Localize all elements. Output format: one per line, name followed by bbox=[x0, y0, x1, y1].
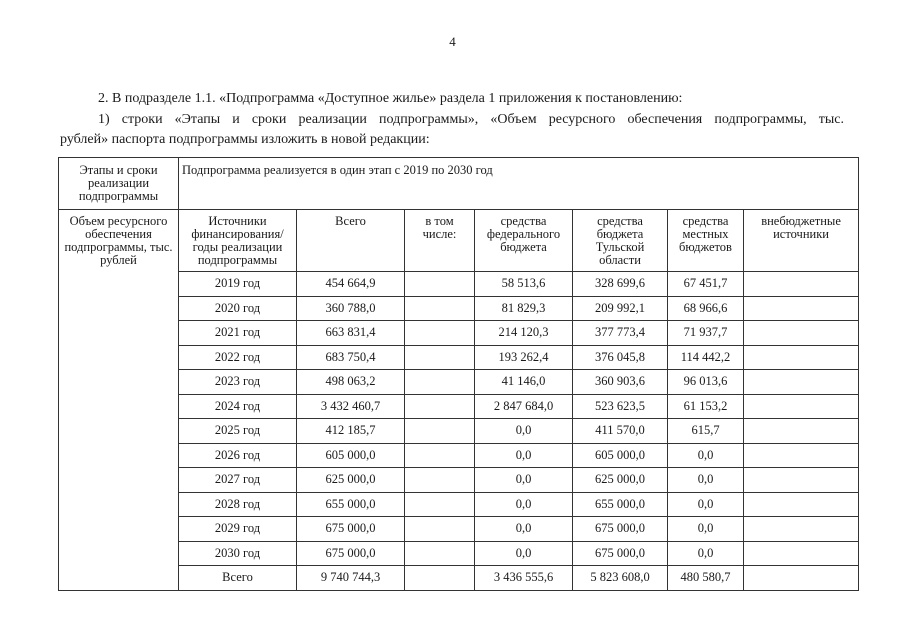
year-cell: 2023 год bbox=[179, 370, 297, 395]
header-sources: Источники финансирования/ годы реализации подпрограммы bbox=[179, 210, 297, 272]
total-cell: 625 000,0 bbox=[297, 468, 405, 493]
regional-cell: 675 000,0 bbox=[573, 541, 668, 566]
federal-cell: 0,0 bbox=[475, 419, 573, 444]
offbudget-cell bbox=[744, 296, 859, 321]
offbudget-total-cell bbox=[744, 566, 859, 591]
offbudget-cell bbox=[744, 419, 859, 444]
year-cell: 2022 год bbox=[179, 345, 297, 370]
year-cell: 2019 год bbox=[179, 272, 297, 297]
table-row bbox=[59, 419, 859, 444]
federal-cell: 0,0 bbox=[475, 541, 573, 566]
regional-cell: 209 992,1 bbox=[573, 296, 668, 321]
offbudget-cell bbox=[744, 468, 859, 493]
local-cell: 0,0 bbox=[668, 468, 744, 493]
total-cell: 675 000,0 bbox=[297, 517, 405, 542]
total-cell: 412 185,7 bbox=[297, 419, 405, 444]
year-cell: 2026 год bbox=[179, 443, 297, 468]
header-including: в том числе: bbox=[405, 210, 475, 272]
total-cell: 675 000,0 bbox=[297, 541, 405, 566]
regional-cell: 360 903,6 bbox=[573, 370, 668, 395]
table-row bbox=[59, 370, 859, 395]
year-cell: 2030 год bbox=[179, 541, 297, 566]
federal-cell: 58 513,6 bbox=[475, 272, 573, 297]
including-cell bbox=[405, 517, 475, 542]
table-row bbox=[59, 468, 859, 493]
header-regional: средства бюджета Тульской области bbox=[573, 210, 668, 272]
federal-cell: 0,0 bbox=[475, 517, 573, 542]
total-label-cell: Всего bbox=[179, 566, 297, 591]
including-cell bbox=[405, 468, 475, 493]
table-row bbox=[59, 321, 859, 346]
federal-cell: 0,0 bbox=[475, 468, 573, 493]
year-cell: 2024 год bbox=[179, 394, 297, 419]
paragraph-item-1-continued: рублей» паспорта подпрограммы изложить в новой редакции: bbox=[60, 132, 430, 147]
local-cell: 61 153,2 bbox=[668, 394, 744, 419]
total-cell: 454 664,9 bbox=[297, 272, 405, 297]
offbudget-cell bbox=[744, 443, 859, 468]
total-cell: 498 063,2 bbox=[297, 370, 405, 395]
including-cell bbox=[405, 394, 475, 419]
table-row bbox=[59, 345, 859, 370]
including-cell bbox=[405, 566, 475, 591]
year-cell: 2028 год bbox=[179, 492, 297, 517]
paragraph-item-1: 1) строки «Этапы и сроки реализации подпрограммы», «Объем ресурсного обеспечения подпрограммы, тыс. bbox=[98, 112, 844, 127]
local-cell: 67 451,7 bbox=[668, 272, 744, 297]
table-row bbox=[59, 272, 859, 297]
table-row bbox=[59, 492, 859, 517]
year-cell: 2020 год bbox=[179, 296, 297, 321]
offbudget-cell bbox=[744, 492, 859, 517]
federal-cell: 214 120,3 bbox=[475, 321, 573, 346]
local-cell: 71 937,7 bbox=[668, 321, 744, 346]
stages-text: Подпрограмма реализуется в один этап с 2019 по 2030 год bbox=[179, 158, 859, 210]
including-cell bbox=[405, 419, 475, 444]
regional-cell: 411 570,0 bbox=[573, 419, 668, 444]
grand-total-cell: 9 740 744,3 bbox=[297, 566, 405, 591]
including-cell bbox=[405, 492, 475, 517]
local-total-cell: 480 580,7 bbox=[668, 566, 744, 591]
including-cell bbox=[405, 272, 475, 297]
federal-cell: 193 262,4 bbox=[475, 345, 573, 370]
total-cell: 3 432 460,7 bbox=[297, 394, 405, 419]
offbudget-cell bbox=[744, 345, 859, 370]
passport-table bbox=[58, 157, 859, 591]
page-number: 4 bbox=[449, 34, 456, 49]
federal-cell: 2 847 684,0 bbox=[475, 394, 573, 419]
federal-cell: 81 829,3 bbox=[475, 296, 573, 321]
funding-label: Объем ресурсного обеспечения подпрограммы, тыс. рублей bbox=[59, 210, 179, 591]
regional-cell: 523 623,5 bbox=[573, 394, 668, 419]
offbudget-cell bbox=[744, 394, 859, 419]
federal-total-cell: 3 436 555,6 bbox=[475, 566, 573, 591]
stages-label: Этапы и сроки реализации подпрограммы bbox=[59, 158, 179, 210]
year-cell: 2025 год bbox=[179, 419, 297, 444]
including-cell bbox=[405, 345, 475, 370]
paragraph-section-intro: 2. В подразделе 1.1. «Подпрограмма «Доступное жилье» раздела 1 приложения к постановлению: bbox=[98, 91, 683, 106]
local-cell: 0,0 bbox=[668, 443, 744, 468]
including-cell bbox=[405, 541, 475, 566]
regional-cell: 328 699,6 bbox=[573, 272, 668, 297]
header-federal: средства федерального бюджета bbox=[475, 210, 573, 272]
year-cell: 2027 год bbox=[179, 468, 297, 493]
table-row bbox=[59, 517, 859, 542]
table-row bbox=[59, 296, 859, 321]
regional-cell: 655 000,0 bbox=[573, 492, 668, 517]
including-cell bbox=[405, 443, 475, 468]
total-cell: 663 831,4 bbox=[297, 321, 405, 346]
regional-cell: 376 045,8 bbox=[573, 345, 668, 370]
year-cell: 2029 год bbox=[179, 517, 297, 542]
stages-row bbox=[59, 158, 859, 210]
local-cell: 0,0 bbox=[668, 492, 744, 517]
regional-total-cell: 5 823 608,0 bbox=[573, 566, 668, 591]
local-cell: 114 442,2 bbox=[668, 345, 744, 370]
offbudget-cell bbox=[744, 272, 859, 297]
funding-header-row bbox=[59, 210, 859, 272]
local-cell: 0,0 bbox=[668, 517, 744, 542]
including-cell bbox=[405, 370, 475, 395]
total-row bbox=[59, 566, 859, 591]
regional-cell: 605 000,0 bbox=[573, 443, 668, 468]
federal-cell: 41 146,0 bbox=[475, 370, 573, 395]
header-offbudget: внебюджетные источники bbox=[744, 210, 859, 272]
including-cell bbox=[405, 296, 475, 321]
offbudget-cell bbox=[744, 541, 859, 566]
header-total: Всего bbox=[297, 210, 405, 272]
header-local: средства местных бюджетов bbox=[668, 210, 744, 272]
regional-cell: 675 000,0 bbox=[573, 517, 668, 542]
total-cell: 683 750,4 bbox=[297, 345, 405, 370]
table-row bbox=[59, 541, 859, 566]
table-row bbox=[59, 443, 859, 468]
offbudget-cell bbox=[744, 321, 859, 346]
regional-cell: 377 773,4 bbox=[573, 321, 668, 346]
total-cell: 655 000,0 bbox=[297, 492, 405, 517]
federal-cell: 0,0 bbox=[475, 492, 573, 517]
regional-cell: 625 000,0 bbox=[573, 468, 668, 493]
offbudget-cell bbox=[744, 517, 859, 542]
including-cell bbox=[405, 321, 475, 346]
local-cell: 96 013,6 bbox=[668, 370, 744, 395]
table-row bbox=[59, 394, 859, 419]
local-cell: 615,7 bbox=[668, 419, 744, 444]
local-cell: 68 966,6 bbox=[668, 296, 744, 321]
offbudget-cell bbox=[744, 370, 859, 395]
total-cell: 605 000,0 bbox=[297, 443, 405, 468]
local-cell: 0,0 bbox=[668, 541, 744, 566]
total-cell: 360 788,0 bbox=[297, 296, 405, 321]
year-cell: 2021 год bbox=[179, 321, 297, 346]
federal-cell: 0,0 bbox=[475, 443, 573, 468]
